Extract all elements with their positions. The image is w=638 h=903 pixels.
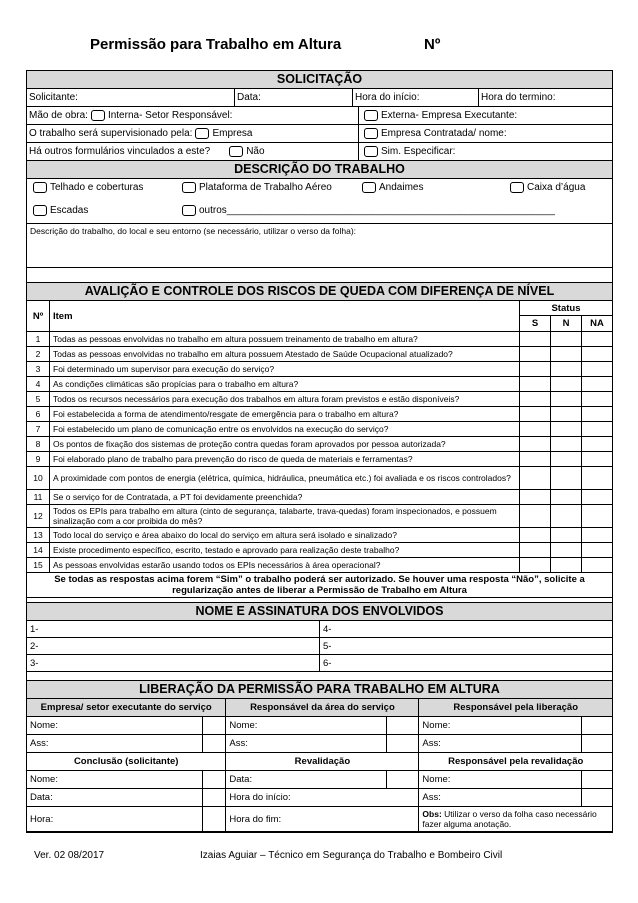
risk-row	[27, 362, 612, 377]
obs-note	[419, 807, 612, 832]
risk-item-number: 12	[27, 505, 50, 528]
status-n-cell[interactable]	[551, 347, 582, 362]
supervisionado-label: O trabalho será supervisionado pela:	[29, 128, 193, 139]
status-na-cell[interactable]	[582, 347, 613, 362]
risk-row	[27, 332, 612, 347]
status-na-cell[interactable]	[582, 467, 613, 490]
andaimes-label: Andaimes	[379, 182, 424, 194]
descricao-field[interactable]	[27, 224, 612, 268]
plataforma-checkbox[interactable]	[182, 182, 196, 193]
outros-checkbox[interactable]	[182, 205, 196, 216]
status-s-cell[interactable]	[520, 558, 551, 573]
status-n-cell[interactable]	[551, 490, 582, 505]
status-n-cell[interactable]	[551, 332, 582, 347]
footer-version: Ver. 02 08/2017	[34, 850, 105, 861]
obs-text: Utilizar o verso da folha caso necessário fazer alguma anotação.	[422, 809, 597, 829]
liberacao-nome-field[interactable]	[582, 717, 612, 735]
hora-termino-field[interactable]: Hora do termino:	[481, 92, 556, 103]
col-status-header: Status	[520, 301, 613, 316]
risk-item-number: 11	[27, 490, 50, 505]
status-na-cell[interactable]	[582, 528, 613, 543]
risk-item-text: Todas as pessoas envolvidas no trabalho em altura possuem Atestado de Saúde Ocupacional atualizado?	[50, 347, 520, 362]
risk-item-text: Todas as pessoas envolvidas no trabalho em altura possuem treinamento de trabalho em altura?	[50, 332, 520, 347]
status-s-cell[interactable]	[520, 543, 551, 558]
work-type-options	[27, 179, 612, 224]
risk-row	[27, 452, 612, 467]
nao-label: Não	[246, 146, 265, 157]
risk-row	[27, 528, 612, 543]
revalidacao-hora-fim-label[interactable]: Hora do fim:	[226, 807, 419, 832]
risk-item-text: Todos os EPIs para trabalho em altura (cinto de segurança, talabarte, trava-quedas) foram inspecionados, e possuem sinalização com a cor proibida do mês?	[50, 505, 520, 528]
executante-ass-field[interactable]	[203, 735, 226, 753]
col-n-header: N	[551, 316, 582, 332]
status-s-cell[interactable]	[520, 347, 551, 362]
col-na-header: NA	[582, 316, 613, 332]
status-n-cell[interactable]	[551, 505, 582, 528]
descricao-label: Descrição do trabalho, do local e seu entorno (se necessário, utilizar o verso da folha):	[30, 226, 357, 236]
status-na-cell[interactable]	[582, 452, 613, 467]
row-mao-de-obra	[27, 107, 612, 125]
person-6-field[interactable]: 6-	[320, 655, 613, 672]
conclusao-header: Conclusão (solicitante)	[27, 753, 226, 771]
status-s-cell[interactable]	[520, 505, 551, 528]
status-n-cell[interactable]	[551, 437, 582, 452]
revalidacao-nome-label: Nome:	[419, 771, 582, 789]
status-n-cell[interactable]	[551, 377, 582, 392]
risk-item-number: 2	[27, 347, 50, 362]
risk-row	[27, 392, 612, 407]
section-avaliacao: AVALIÇÃO E CONTROLE DOS RISCOS DE QUEDA COM DIFERENÇA DE NÍVEL	[27, 282, 612, 301]
status-na-cell[interactable]	[582, 437, 613, 452]
responsavel-revalidacao-header: Responsável pela revalidação	[419, 753, 612, 771]
revalidacao-ass-field[interactable]	[582, 789, 612, 807]
status-n-cell[interactable]	[551, 467, 582, 490]
conclusao-hora-field[interactable]	[203, 807, 226, 832]
status-na-cell[interactable]	[582, 407, 613, 422]
page-title: Permissão para Trabalho em Altura	[90, 36, 342, 53]
status-n-cell[interactable]	[551, 362, 582, 377]
revalidacao-data-label: Data:	[226, 771, 387, 789]
status-n-cell[interactable]	[551, 528, 582, 543]
escadas-checkbox[interactable]	[33, 205, 47, 216]
risk-row	[27, 422, 612, 437]
data-field[interactable]: Data:	[235, 89, 353, 106]
externa-label: Externa- Empresa Executante:	[381, 110, 518, 121]
risk-item-text: As pessoas envolvidas estarão usando todos os EPIs necessários à área operacional?	[50, 558, 520, 573]
risk-item-number: 8	[27, 437, 50, 452]
conclusao-nome-label: Nome:	[27, 771, 203, 789]
row-supervisionado	[27, 125, 612, 143]
status-s-cell[interactable]	[520, 528, 551, 543]
status-na-cell[interactable]	[582, 505, 613, 528]
area-nome-label: Nome:	[226, 717, 387, 735]
status-na-cell[interactable]	[582, 392, 613, 407]
liberacao-ass-field[interactable]	[582, 735, 612, 753]
status-na-cell[interactable]	[582, 543, 613, 558]
empresa-checkbox[interactable]	[195, 128, 209, 139]
mao-de-obra-label: Mão de obra:	[29, 110, 88, 121]
revalidacao-data-field[interactable]	[387, 771, 419, 789]
status-s-cell[interactable]	[520, 332, 551, 347]
solicitante-field[interactable]: Solicitante:	[27, 89, 235, 106]
risk-item-number: 7	[27, 422, 50, 437]
col-no-header: Nº	[27, 301, 50, 332]
risk-item-text: A proximidade com pontos de energia (elétrica, química, hidráulica, pneumática etc.) foi avaliada e os riscos controlados?	[50, 467, 520, 490]
caixa-dagua-label: Caixa d’água	[527, 182, 586, 194]
person-3-field[interactable]: 3-	[27, 655, 320, 672]
person-1-field[interactable]: 1-	[27, 621, 320, 638]
release-table	[27, 699, 612, 832]
row-solicitante	[27, 89, 612, 107]
responsavel-area-header: Responsável da área do serviço	[226, 699, 419, 717]
permit-form	[26, 70, 613, 833]
hora-inicio-field[interactable]: Hora do início:	[353, 89, 479, 106]
permit-number-label: Nº	[424, 36, 441, 53]
interna-checkbox[interactable]	[91, 110, 105, 121]
risk-item-text: Os pontos de fixação dos sistemas de proteção contra quedas foram aprovados por pessoa autorizada?	[50, 437, 520, 452]
col-item-header: Item	[50, 301, 520, 332]
andaimes-checkbox[interactable]	[362, 182, 376, 193]
risk-row	[27, 437, 612, 452]
section-envolvidos: NOME E ASSINATURA DOS ENVOLVIDOS	[27, 602, 612, 621]
telhado-label: Telhado e coberturas	[50, 182, 144, 194]
risk-item-number: 4	[27, 377, 50, 392]
risk-item-number: 15	[27, 558, 50, 573]
empresa-contratada-label: Empresa Contratada/ nome:	[381, 128, 507, 139]
executante-ass-label: Ass:	[27, 735, 203, 753]
status-na-cell[interactable]	[582, 422, 613, 437]
risk-row	[27, 377, 612, 392]
status-s-cell[interactable]	[520, 392, 551, 407]
person-4-field[interactable]: 4-	[320, 621, 613, 638]
executante-nome-field[interactable]	[203, 717, 226, 735]
risk-item-text: Todos os recursos necessários para execução dos trabalhos em altura foram previstos e estão disponíveis?	[50, 392, 520, 407]
risk-row	[27, 558, 612, 573]
risk-row	[27, 467, 612, 490]
risk-item-number: 5	[27, 392, 50, 407]
obs-label: Obs:	[422, 809, 442, 819]
area-ass-field[interactable]	[387, 735, 419, 753]
risk-item-number: 9	[27, 452, 50, 467]
revalidacao-header: Revalidação	[226, 753, 419, 771]
status-na-cell[interactable]	[582, 377, 613, 392]
risk-row	[27, 490, 612, 505]
risk-row	[27, 543, 612, 558]
sim-label: Sim. Especificar:	[381, 146, 456, 157]
escadas-label: Escadas	[50, 205, 89, 217]
risk-item-text: As condições climáticas são propícias para o trabalho em altura?	[50, 377, 520, 392]
risk-row	[27, 407, 612, 422]
interna-label: Interna- Setor Responsável:	[107, 110, 233, 121]
section-descricao: DESCRIÇÃO DO TRABALHO	[27, 161, 612, 179]
risk-item-number: 10	[27, 467, 50, 490]
risk-item-text: Se o serviço for de Contratada, a PT foi devidamente preenchida?	[50, 490, 520, 505]
status-s-cell[interactable]	[520, 452, 551, 467]
area-nome-field[interactable]	[387, 717, 419, 735]
revalidacao-ass-label: Ass:	[419, 789, 582, 807]
person-2-field[interactable]: 2-	[27, 638, 320, 655]
status-s-cell[interactable]	[520, 467, 551, 490]
risk-item-number: 1	[27, 332, 50, 347]
status-s-cell[interactable]	[520, 377, 551, 392]
status-na-cell[interactable]	[582, 362, 613, 377]
row-outros-formularios	[27, 143, 612, 161]
status-s-cell[interactable]	[520, 422, 551, 437]
status-s-cell[interactable]	[520, 407, 551, 422]
caixa-dagua-checkbox[interactable]	[510, 182, 524, 193]
risk-item-text: Foi elaborado plano de trabalho para prevenção do risco de queda de materiais e ferramentas?	[50, 452, 520, 467]
empresa-label: Empresa	[212, 128, 253, 139]
people-table	[27, 621, 612, 672]
risk-item-text: Foi determinado um supervisor para execução do serviço?	[50, 362, 520, 377]
liberacao-nome-label: Nome:	[419, 717, 582, 735]
risk-item-number: 14	[27, 543, 50, 558]
risk-item-number: 6	[27, 407, 50, 422]
risk-item-text: Todo local do serviço e área abaixo do local do serviço em altura será isolado e sinalizado?	[50, 528, 520, 543]
risk-item-text: Foi estabelecida a forma de atendimento/resgate de emergência para o trabalho em altura?	[50, 407, 520, 422]
risk-row	[27, 505, 612, 528]
conclusao-data-field[interactable]	[203, 789, 226, 807]
status-n-cell[interactable]	[551, 452, 582, 467]
risk-table	[27, 301, 612, 573]
telhado-checkbox[interactable]	[33, 182, 47, 193]
responsavel-liberacao-header: Responsável pela liberação	[419, 699, 612, 717]
outros-formularios-label: Há outros formulários vinculados a este?	[29, 146, 211, 157]
footer-author: Izaias Aguiar – Técnico em Segurança do Trabalho e Bombeiro Civil	[200, 850, 503, 861]
status-s-cell[interactable]	[520, 490, 551, 505]
status-s-cell[interactable]	[520, 437, 551, 452]
nao-checkbox[interactable]	[229, 146, 243, 157]
conclusao-nome-field[interactable]	[203, 771, 226, 789]
risk-item-text: Existe procedimento específico, escrito, testado e aprovado para realização deste trabalho?	[50, 543, 520, 558]
revalidacao-nome-field[interactable]	[582, 771, 612, 789]
externa-checkbox[interactable]	[364, 110, 378, 121]
status-n-cell[interactable]	[551, 543, 582, 558]
empresa-contratada-checkbox[interactable]	[364, 128, 378, 139]
risk-item-text: Foi estabelecido um plano de comunicação entre os envolvidos na execução do serviço?	[50, 422, 520, 437]
risk-row	[27, 347, 612, 362]
conclusao-hora-label: Hora:	[27, 807, 203, 832]
status-n-cell[interactable]	[551, 392, 582, 407]
executante-nome-label: Nome:	[27, 717, 203, 735]
status-s-cell[interactable]	[520, 362, 551, 377]
status-n-cell[interactable]	[551, 407, 582, 422]
section-liberacao: LIBERAÇÃO DA PERMISSÃO PARA TRABALHO EM ALTURA	[27, 680, 612, 699]
risk-item-number: 3	[27, 362, 50, 377]
executante-header: Empresa/ setor executante do serviço	[27, 699, 226, 717]
status-na-cell[interactable]	[582, 332, 613, 347]
col-s-header: S	[520, 316, 551, 332]
conclusao-data-label: Data:	[27, 789, 203, 807]
section-solicitacao: SOLICITAÇÃO	[27, 71, 612, 89]
authorization-note: Se todas as respostas acima forem “Sim” o trabalho poderá ser autorizado. Se houver uma resposta “Não”, solicite a regularização antes de liberar a Permissão de Trabalho em Altura	[27, 573, 612, 598]
sim-checkbox[interactable]	[364, 146, 378, 157]
status-n-cell[interactable]	[551, 422, 582, 437]
status-na-cell[interactable]	[582, 558, 613, 573]
status-n-cell[interactable]	[551, 558, 582, 573]
status-na-cell[interactable]	[582, 490, 613, 505]
liberacao-ass-label: Ass:	[419, 735, 582, 753]
risk-item-number: 13	[27, 528, 50, 543]
plataforma-label: Plataforma de Trabalho Aéreo	[199, 182, 332, 194]
revalidacao-hora-inicio-label[interactable]: Hora do início:	[226, 789, 419, 807]
outros-label[interactable]: outros___________________________________________________________	[199, 205, 555, 217]
area-ass-label: Ass:	[226, 735, 387, 753]
person-5-field[interactable]: 5-	[320, 638, 613, 655]
